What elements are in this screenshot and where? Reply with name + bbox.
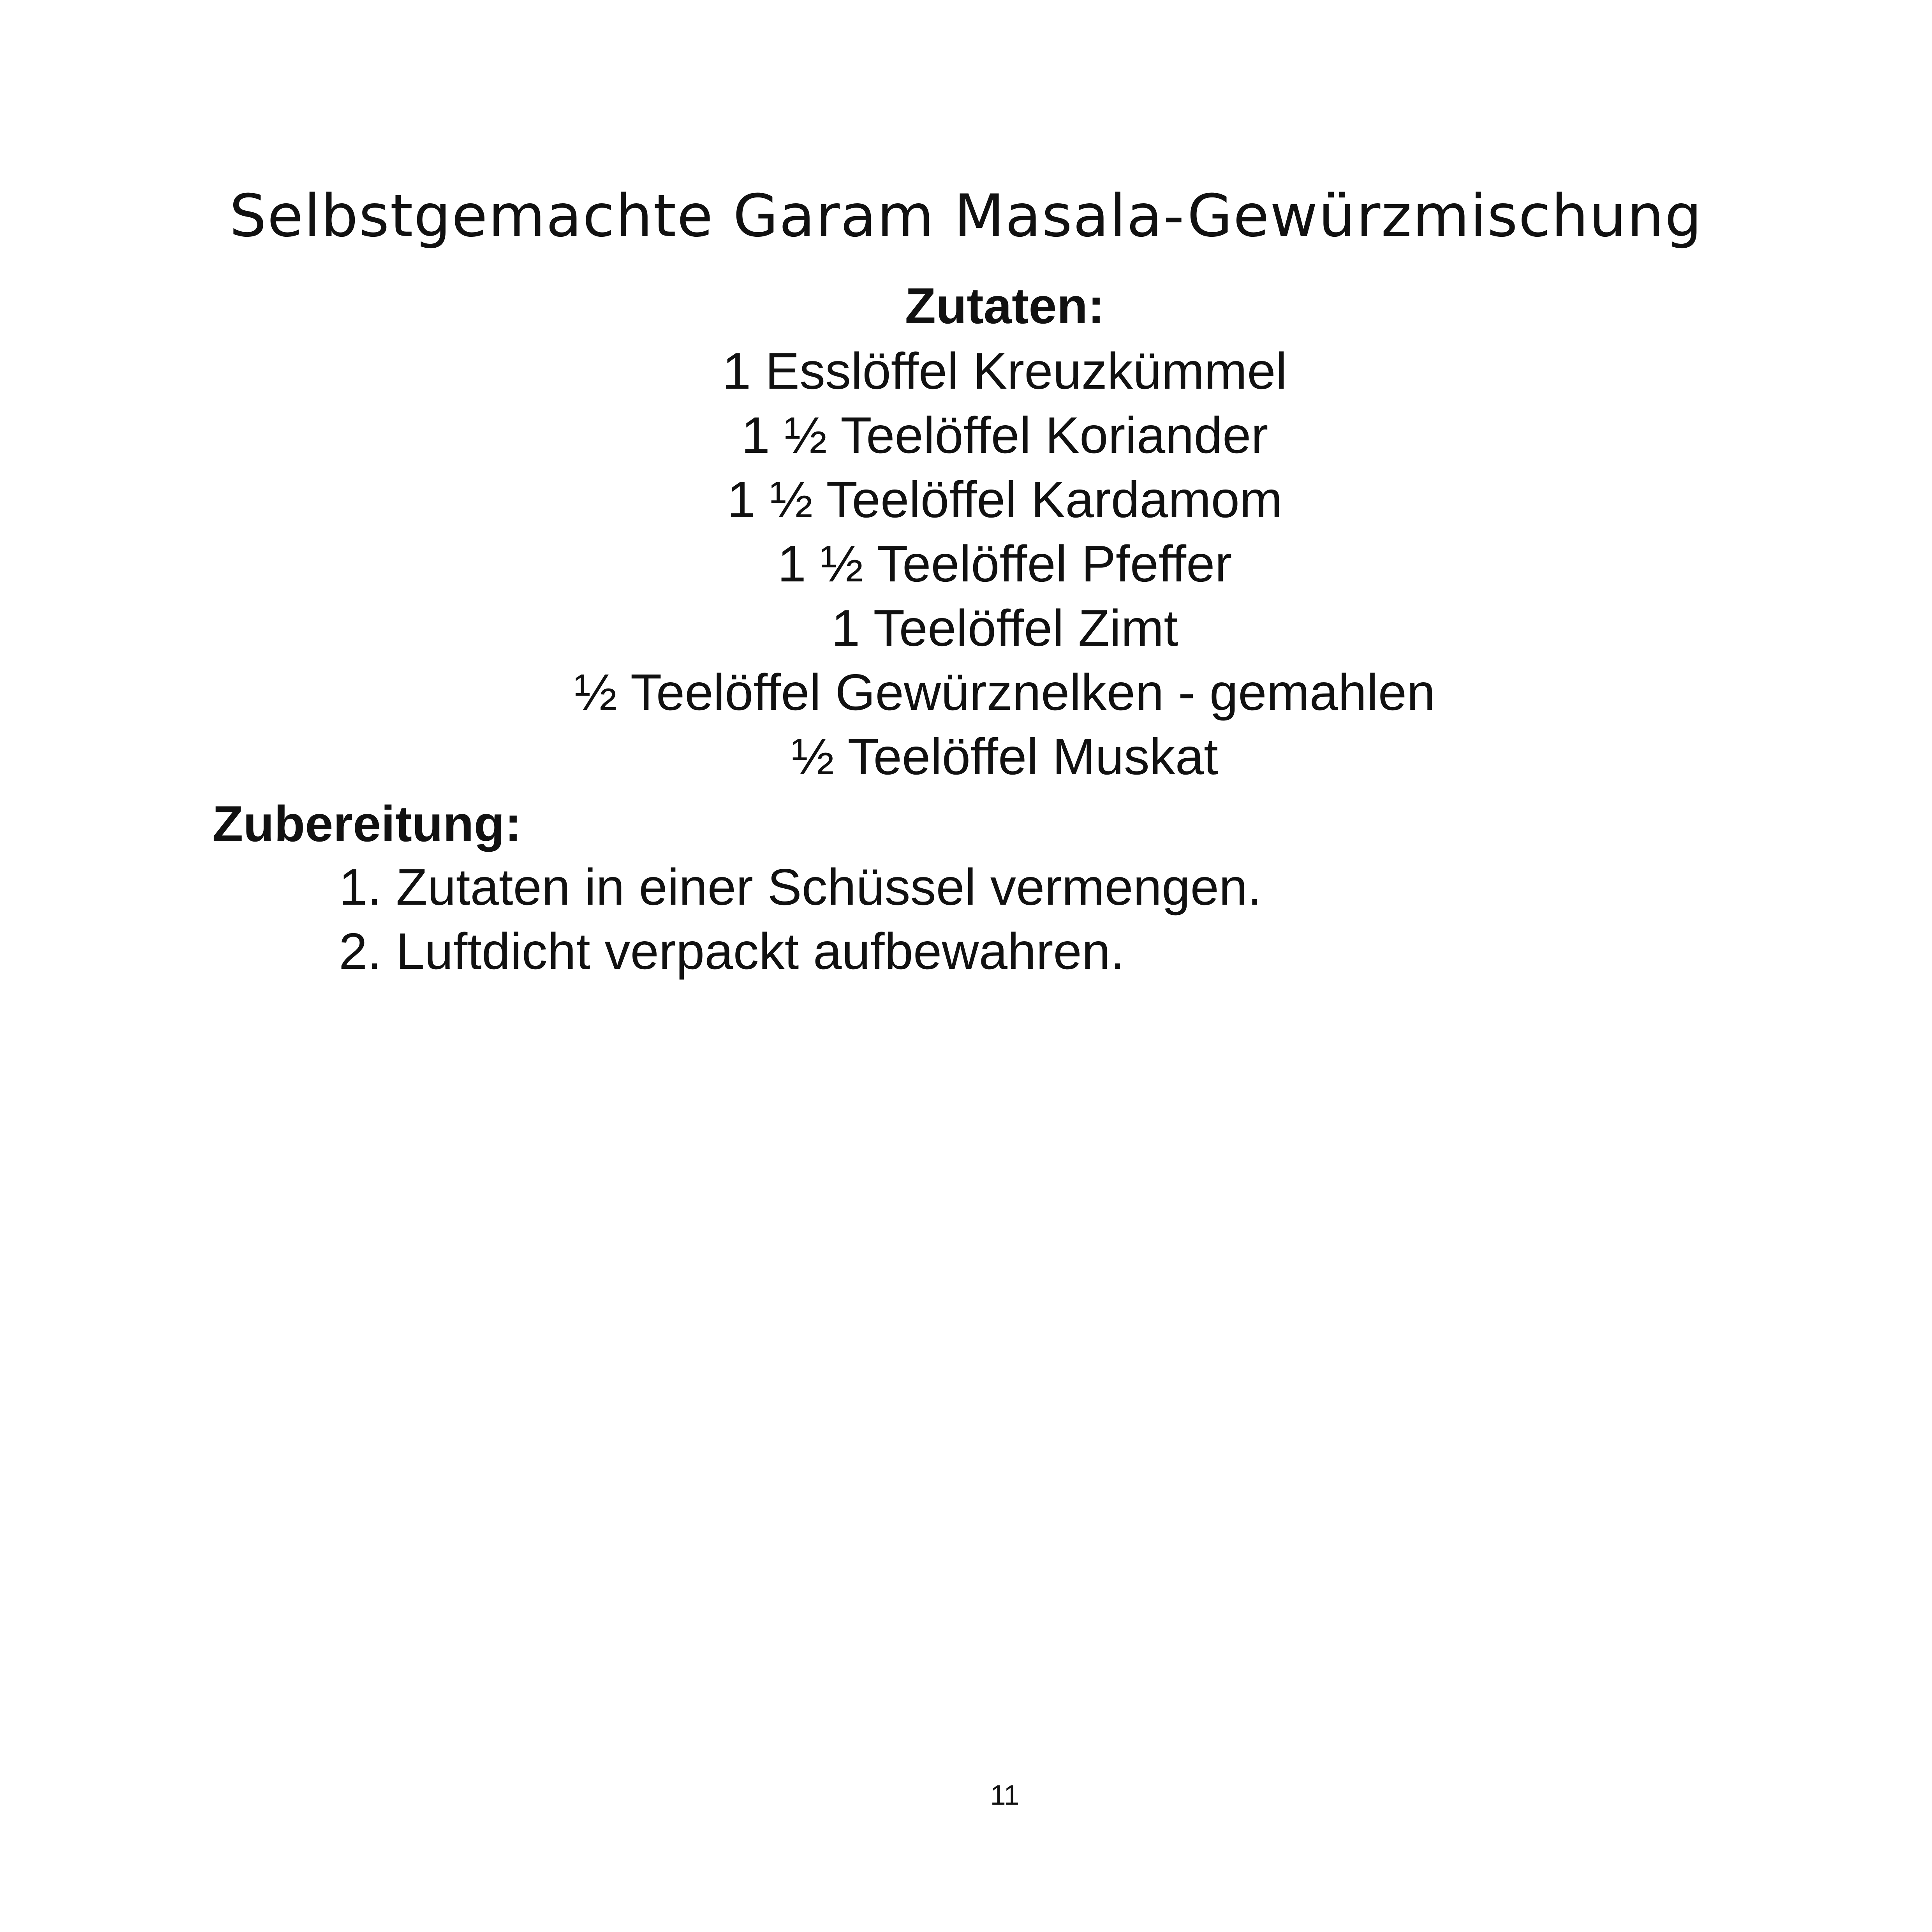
ingredient-item: 1 ½ Teelöffel Koriander — [741, 407, 1268, 464]
preparation-heading: Zubereitung: — [212, 795, 522, 852]
ingredient-item: ½ Teelöffel Gewürznelken - gemahlen — [574, 664, 1435, 721]
preparation-step: 2. Luftdicht verpackt aufbewahren. — [339, 923, 1125, 980]
page-number: 11 — [990, 1780, 1020, 1811]
ingredient-item: 1 ½ Teelöffel Pfeffer — [777, 535, 1232, 592]
ingredient-item: 1 ½ Teelöffel Kardamom — [727, 471, 1282, 528]
ingredient-item: 1 Teelöffel Zimt — [831, 599, 1178, 657]
preparation-step: 1. Zutaten in einer Schüssel vermengen. — [339, 858, 1262, 916]
ingredient-item: 1 Esslöffel Kreuzkümmel — [722, 342, 1287, 400]
ingredients-list — [0, 339, 1932, 789]
ingredient-item: ½ Teelöffel Muskat — [791, 728, 1218, 785]
ingredients-heading: Zutaten: — [905, 277, 1105, 334]
recipe-title: Selbstgemachte Garam Masala-Gewürzmischung — [229, 182, 1703, 250]
preparation-steps — [339, 855, 1262, 983]
